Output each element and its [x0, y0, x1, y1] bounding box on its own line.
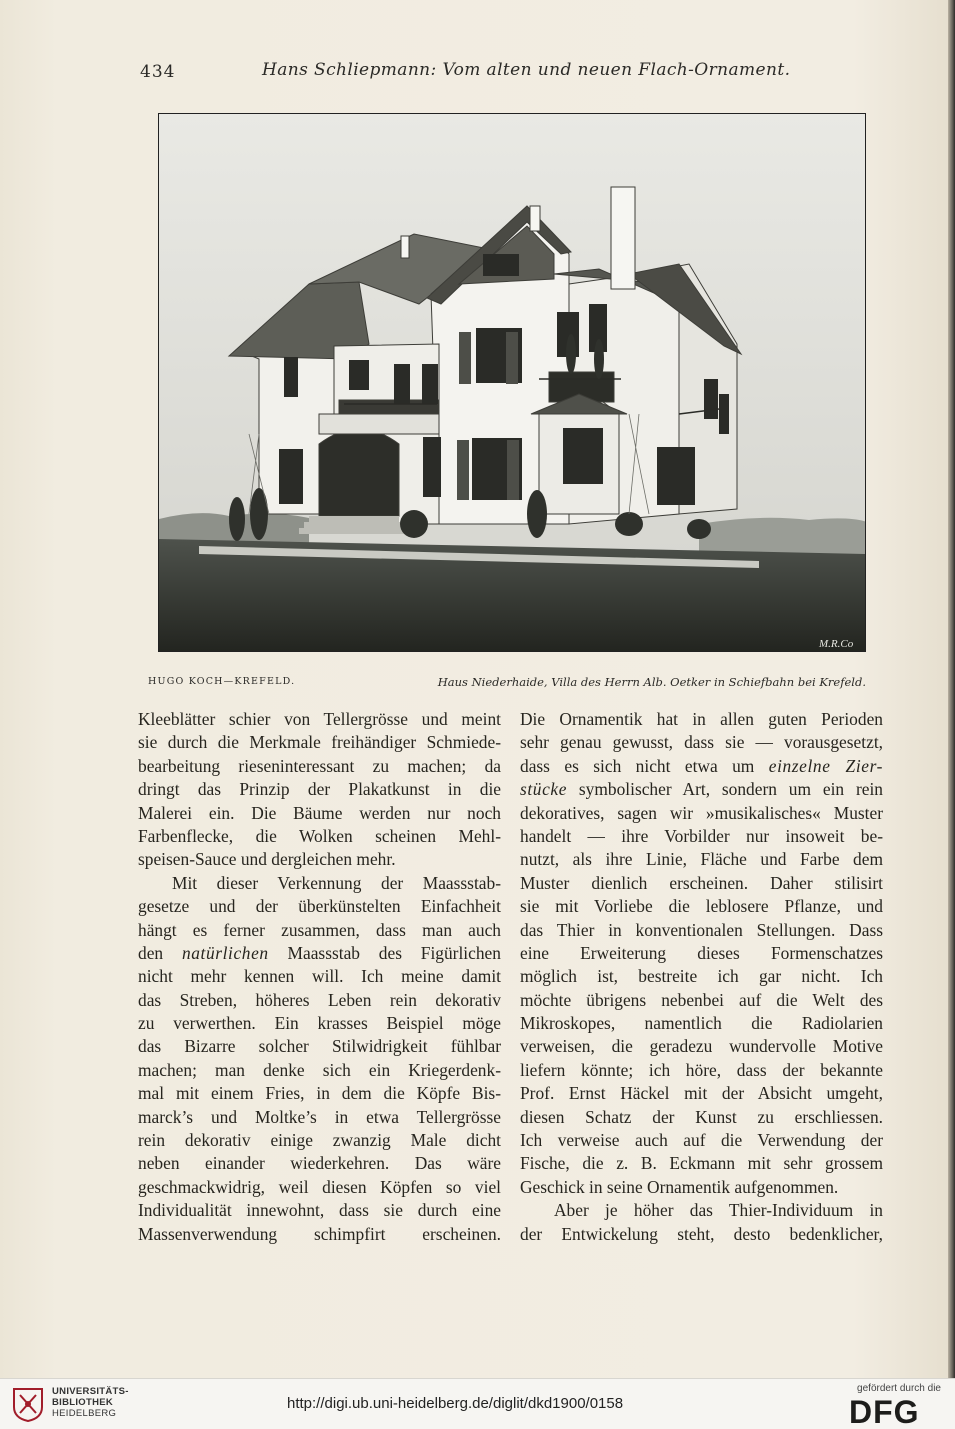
text-line: das Streben, höheres Leben rein dekorativ	[138, 989, 501, 1010]
text-line: Die Ornamentik hat in allen guten Perioden	[520, 709, 883, 729]
text-line: möchte übrigens nebenbei auf die Welt des	[520, 989, 883, 1010]
institution-line: BIBLIOTHEK	[52, 1397, 114, 1408]
text-line: möglich ist, bestreite ich gar nicht. Ich	[520, 966, 883, 987]
text-line: diesen Schatz der Kunst zu erschliessen.	[520, 1106, 883, 1127]
caption-title: Haus Niederhaide, Villa des Herrn Alb. Oetker in Schiefbahn bei Krefeld.	[437, 675, 866, 689]
institution-line: UNIVERSITÄTS-	[52, 1386, 129, 1397]
page-number: 434	[140, 62, 176, 82]
text-line	[520, 755, 883, 778]
text-line: Mikroskopes, namentlich die Radiolarien	[520, 1013, 883, 1034]
text-line: mal mit einem Fries, in dem die Köpfe Bis-	[138, 1083, 501, 1104]
text-fragment: dass es sich nicht etwa um	[520, 755, 755, 776]
text-line: Individualität innewohnt, dass sie durch eine	[138, 1200, 501, 1221]
text-line: verweisen, die geradezu wundervolle Motive	[520, 1036, 883, 1057]
text-line: Malerei ein. Die Bäume werden nur noch	[138, 802, 501, 823]
text-line: Fische, die z. B. Eckmann mit sehr grossem	[520, 1153, 883, 1174]
text-line: Ich verweise auch auf die Verwendung der	[520, 1130, 883, 1151]
villa-photograph	[158, 113, 866, 652]
text-line: rein dekorativ einige zwanzig Male dicht	[138, 1130, 501, 1151]
text-fragment: Maassstab des Figürlichen	[287, 942, 501, 963]
text-line: sie durch die Merkmale freihändiger Schmiede-	[138, 732, 501, 753]
text-line: Aber je höher das Thier-Individuum in	[554, 1200, 883, 1221]
institution-name	[52, 1386, 129, 1419]
text-line: Geschick in seine Ornamentik aufgenommen.	[520, 1176, 839, 1197]
text-line: neben einander wiederkehren. Das wäre	[138, 1153, 501, 1174]
text-line: hängt es ferner zusammen, dass man auch	[138, 919, 501, 940]
text-line: bearbeitung rieseninteressant zu machen; da	[138, 755, 501, 776]
dfg-logo-text: DFG	[849, 1396, 920, 1426]
running-title: Hans Schliepmann: Vom alten und neuen Flach-Ornament.	[262, 60, 791, 80]
text-line: Muster dienlich erscheinen. Daher stilisirt	[520, 872, 883, 893]
text-line: Massenverwendung schimpfirt erscheinen.	[138, 1223, 501, 1244]
text-fragment: symbolischer Art, sondern um ein rein	[578, 779, 883, 800]
italic-word: stücke	[520, 779, 568, 800]
university-seal-icon	[10, 1385, 46, 1423]
text-line: nutzt, als ihre Linie, Fläche und Farbe dem	[520, 849, 883, 870]
left-text-column	[138, 708, 501, 1246]
caption-architect: HUGO KOCH—KREFELD.	[148, 676, 296, 687]
right-text-column	[520, 708, 883, 1246]
figure-caption	[148, 675, 866, 693]
text-line: Kleeblätter schier von Tellergrösse und meint	[138, 709, 501, 729]
text-line: sehr genau gewusst, dass sie — vorausgesetzt,	[520, 732, 883, 753]
page-edge-shadow	[948, 0, 955, 1378]
viewer-footer	[0, 1378, 955, 1429]
text-line: Prof. Ernst Häckel mit der Absicht umgeht,	[520, 1083, 883, 1104]
running-head	[140, 60, 791, 84]
villa-photograph-icon	[159, 114, 866, 652]
text-line: dringt das Prinzip der Plakatkunst in die	[138, 779, 501, 800]
text-line: handelt — ihre Vorbilder nur insoweit be-	[520, 825, 883, 846]
dfg-logo-icon	[849, 1396, 941, 1426]
text-line: speisen-Sauce und dergleichen mehr.	[138, 849, 396, 870]
text-line: gesetze und der überkünstelten Einfachheit	[138, 896, 501, 917]
text-line: das Bizarre solcher Stilwidrigkeit fühlbar	[138, 1036, 501, 1057]
text-line	[138, 942, 501, 965]
text-line	[520, 778, 883, 801]
text-line: Farbenflecke, die Wolken scheinen Mehl-	[138, 825, 501, 846]
text-line: geschmackwidrig, weil diesen Köpfen so viel	[138, 1176, 501, 1197]
text-fragment: den	[138, 942, 164, 963]
text-line: eine Erweiterung dieses Formenschatzes	[520, 942, 883, 963]
text-line: das Thier in konventionalen Stellungen. Dass	[520, 919, 883, 940]
text-line: nicht mehr kennen will. Ich meine damit	[138, 966, 501, 987]
text-line: der Entwickelung steht, desto bedenklicher,	[520, 1223, 883, 1244]
permalink-url[interactable]: http://digi.ub.uni-heidelberg.de/diglit/dkd1900/0158	[287, 1395, 624, 1412]
text-line: marck’s und Moltke’s in etwa Tellergrösse	[138, 1106, 501, 1127]
text-line: Mit dieser Verkennung der Maassstab-	[172, 872, 501, 893]
text-line: machen; man denke sich ein Kriegerdenk-	[138, 1059, 501, 1080]
text-line: zu verwerthen. Ein krasses Beispiel möge	[138, 1013, 501, 1034]
text-line: dekoratives, sagen wir »musikalisches« Muster	[520, 802, 883, 823]
institution-line: HEIDELBERG	[52, 1408, 117, 1419]
italic-word: natürlichen	[181, 942, 269, 963]
text-line: sie mit Vorliebe die leblosere Pflanze, und	[520, 896, 883, 917]
funded-by-label: gefördert durch die	[857, 1383, 941, 1394]
photo-monogram: M.R.Co	[819, 638, 854, 650]
italic-word: einzelne Zier-	[768, 755, 883, 776]
text-line: liefern könnte; ich höre, dass der bekannte	[520, 1059, 883, 1080]
